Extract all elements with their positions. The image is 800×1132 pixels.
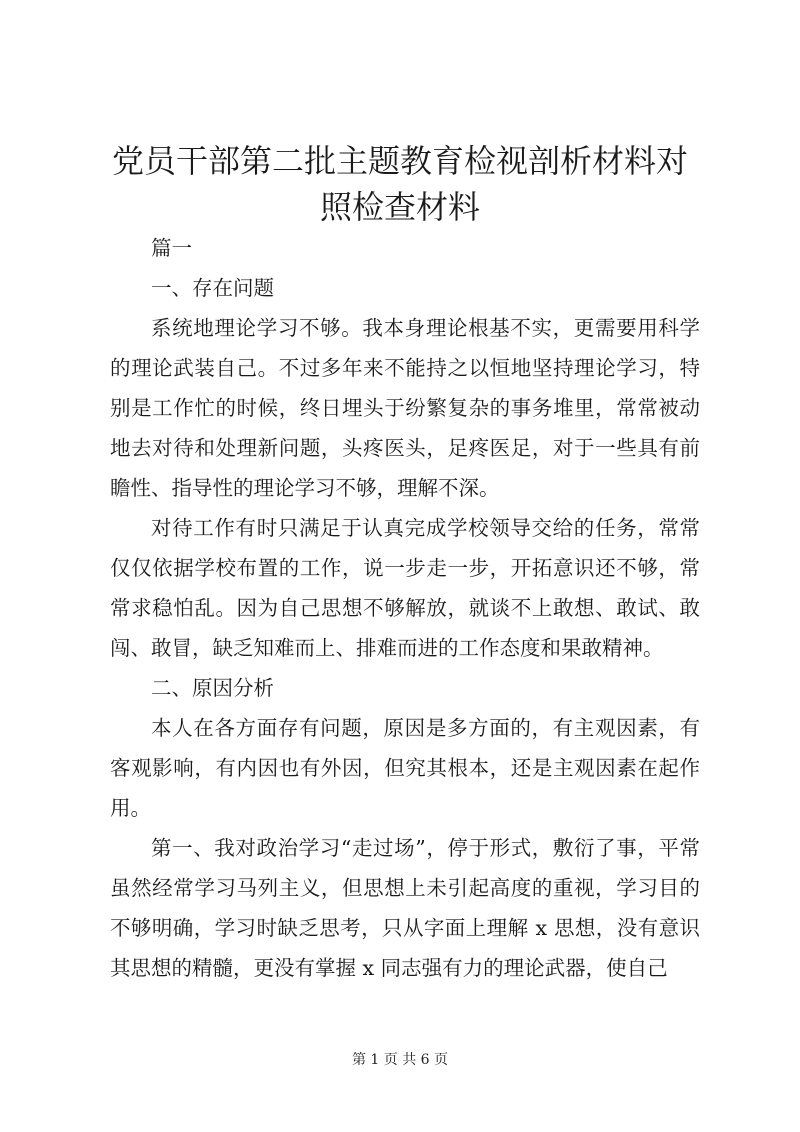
- body-paragraph: 第一、我对政治学习“走过场”，停于形式，敷衍了事，平常虽然经常学习马列主义，但思想上未引起高度的重视，学习目的不够明确，学习时缺乏思考，只从字面上理解 x 思想，没有意识其思想的精髓，更没有掌握 x 同志强有力的理论武器，使自己: [110, 836, 700, 980]
- body-paragraph: 系统地理论学习不够。我本身理论根基不实，更需要用科学的理论武装自己。不过多年来不能持之以恒地坚持理论学习，特别是工作忙的时候，终日埋头于纷繁复杂的事务堆里，常常被动地去对待和处理新问题，头疼医头，足疼医足，对于一些具有前瞻性、指导性的理论学习不够，理解不深。: [110, 316, 700, 500]
- page-footer: 第 1 页 共 6 页: [351, 1052, 449, 1068]
- section-heading: 二、原因分析: [151, 676, 274, 700]
- section-label: 篇一: [151, 236, 192, 260]
- body-paragraph: 本人在各方面存有问题，原因是多方面的，有主观因素，有客观影响，有内因也有外因，但究其根本，还是主观因素在起作用。: [110, 716, 700, 820]
- section-heading: 一、存在问题: [151, 276, 274, 300]
- document-body: [110, 228, 700, 988]
- body-paragraph: 对待工作有时只满足于认真完成学校领导交给的任务，常常仅仅依据学校布置的工作，说一步走一步，开拓意识还不够，常常求稳怕乱。因为自己思想不够解放，就谈不上敢想、敢试、敢闯、敢冒，缺乏知难而上、排难而进的工作态度和果敢精神。: [110, 516, 700, 660]
- document-title: 党员干部第二批主题教育检视剖析材料对照检查材料: [111, 142, 688, 226]
